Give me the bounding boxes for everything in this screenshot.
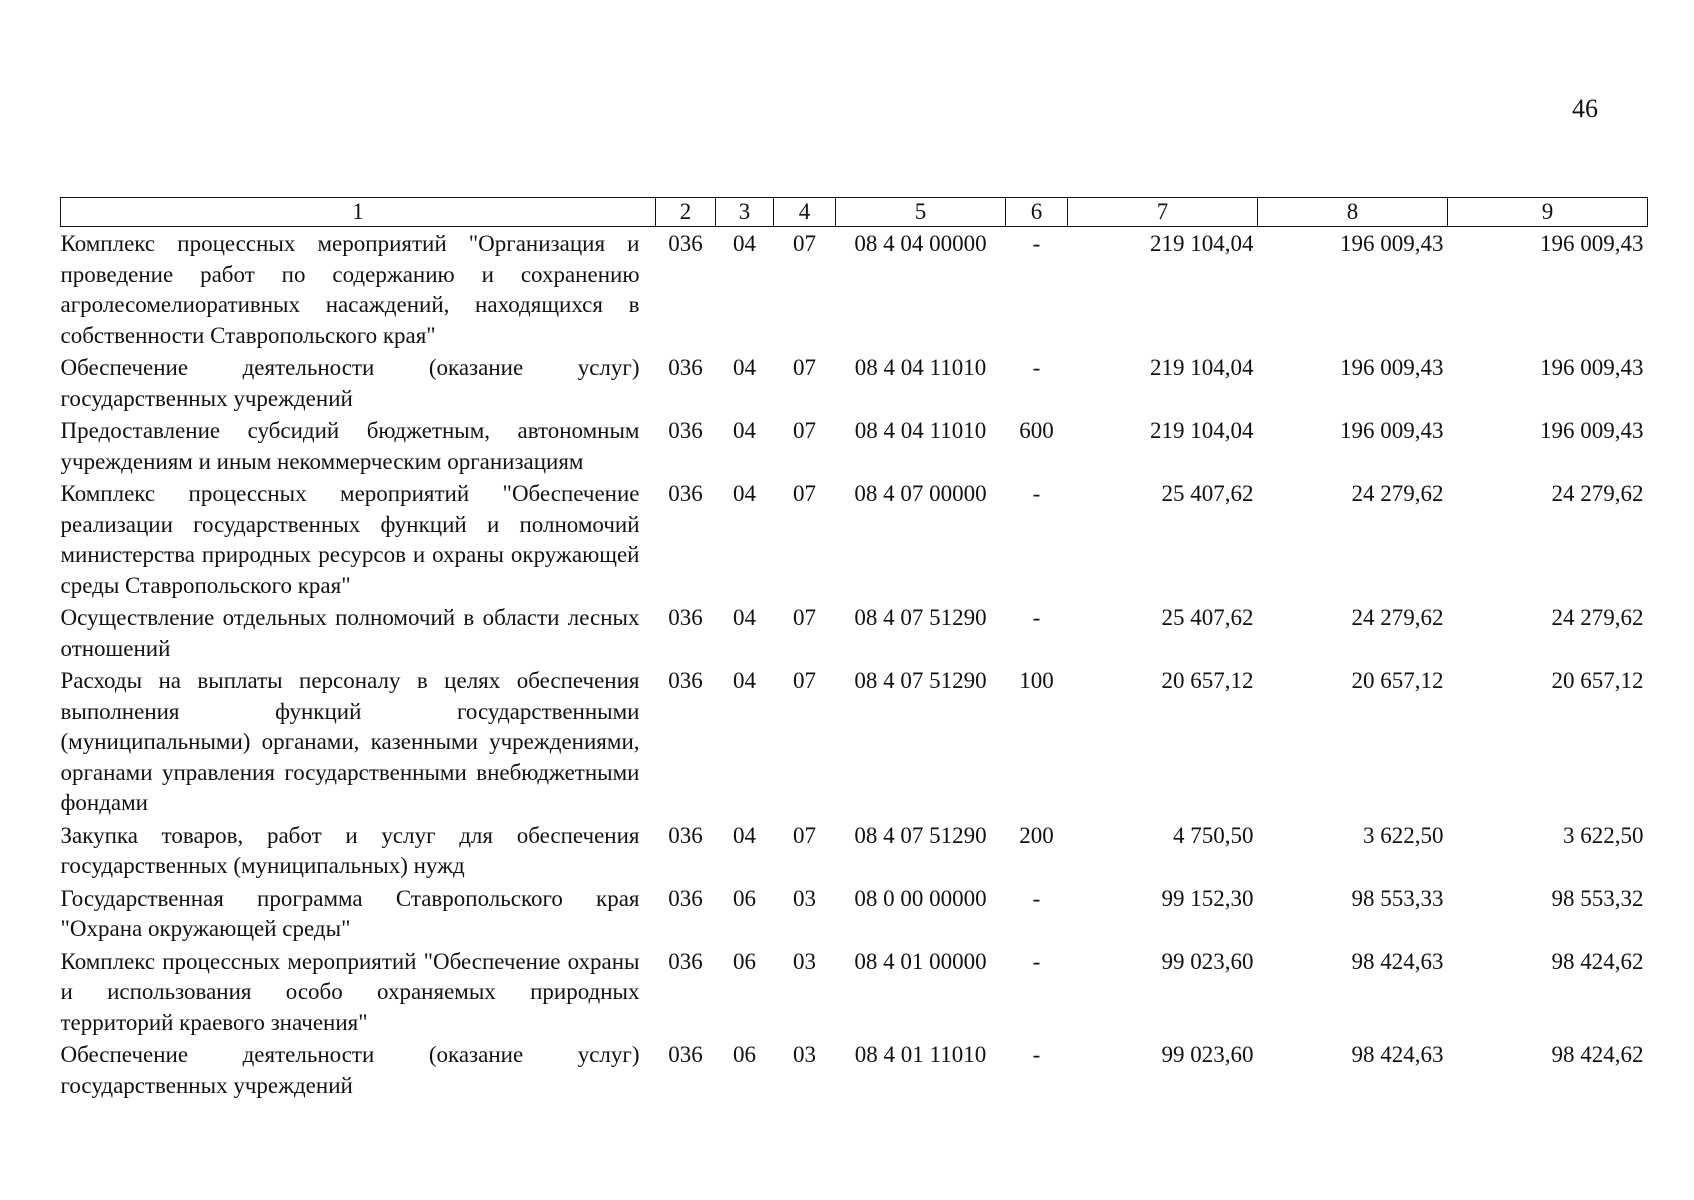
row-sum-7: 4 750,50: [1173, 822, 1254, 848]
page-number: 46: [1572, 94, 1598, 123]
row-name: Комплекс процессных мероприятий "Обеспечение охраны и использования особо охраняемых природных территорий краевого значения": [60, 948, 640, 1035]
table-row: [61, 414, 1648, 477]
row-sum-7: 20 657,12: [1161, 668, 1254, 693]
row-ved-code: 036: [668, 418, 703, 443]
row-name: Комплекс процессных мероприятий "Организация и проведение работ по содержанию и сохранению агролесомелиоративных насаждений, находящихся в собственности Ставропольского края": [60, 231, 640, 348]
column-header: 3: [716, 198, 774, 227]
row-sum-7: 219 104,04: [1150, 355, 1254, 380]
row-sum-9: 98 424,62: [1551, 948, 1644, 974]
row-subsection-code: 07: [793, 822, 816, 848]
row-expense-type: -: [1032, 481, 1041, 506]
row-section-code: 04: [733, 418, 756, 443]
table-row: [61, 945, 1648, 1039]
row-expense-type: -: [1032, 231, 1041, 256]
row-ved-code: 036: [668, 885, 703, 911]
column-header: 8: [1258, 198, 1448, 227]
row-sum-8: 196 009,43: [1340, 418, 1444, 443]
column-header: 6: [1006, 198, 1068, 227]
row-target-article: 08 4 01 11010: [854, 1042, 987, 1067]
row-sum-8: 3 622,50: [1363, 822, 1444, 848]
row-sum-9: 3 622,50: [1563, 822, 1644, 848]
row-expense-type: -: [1032, 1042, 1041, 1067]
row-expense-type: -: [1032, 948, 1041, 974]
row-subsection-code: 07: [793, 418, 816, 443]
row-ved-code: 036: [668, 605, 703, 630]
row-sum-7: 99 023,60: [1161, 1042, 1254, 1067]
column-header: 4: [774, 198, 836, 227]
row-sum-9: 20 657,12: [1551, 668, 1644, 693]
row-target-article: 08 4 04 11010: [854, 418, 987, 443]
row-sum-7: 99 023,60: [1161, 948, 1254, 974]
row-sum-9: 98 424,62: [1551, 1042, 1644, 1067]
row-name: Обеспечение деятельности (оказание услуг) государственных учреждений: [60, 355, 640, 411]
row-expense-type: 200: [1019, 822, 1054, 848]
row-subsection-code: 07: [793, 605, 816, 630]
row-sum-9: 196 009,43: [1540, 418, 1644, 443]
row-expense-type: 100: [1019, 668, 1054, 693]
row-subsection-code: 07: [793, 668, 816, 693]
row-section-code: 04: [733, 822, 756, 848]
row-ved-code: 036: [668, 1042, 703, 1067]
row-sum-8: 24 279,62: [1351, 605, 1444, 630]
row-ved-code: 036: [668, 355, 703, 380]
row-target-article: 08 4 07 00000: [854, 481, 987, 506]
row-sum-7: 99 152,30: [1161, 885, 1254, 911]
row-sum-8: 98 424,63: [1351, 1042, 1444, 1067]
row-sum-7: 25 407,62: [1161, 481, 1254, 506]
row-sum-8: 20 657,12: [1351, 668, 1444, 693]
row-expense-type: 600: [1019, 418, 1054, 443]
row-name: Закупка товаров, работ и услуг для обеспечения государственных (муниципальных) нужд: [60, 822, 640, 878]
row-section-code: 04: [733, 355, 756, 380]
table-row: [61, 477, 1648, 601]
row-subsection-code: 07: [793, 355, 816, 380]
row-sum-8: 196 009,43: [1340, 355, 1444, 380]
row-target-article: 08 0 00 00000: [854, 885, 987, 911]
row-name: Предоставление субсидий бюджетным, автономным учреждениям и иным некоммерческим организациям: [60, 418, 640, 474]
row-section-code: 04: [733, 605, 756, 630]
row-sum-8: 24 279,62: [1351, 481, 1444, 506]
table-row: [61, 227, 1648, 352]
row-sum-9: 98 553,32: [1551, 885, 1644, 911]
row-subsection-code: 03: [793, 1042, 816, 1067]
row-sum-9: 24 279,62: [1551, 481, 1644, 506]
row-expense-type: -: [1032, 885, 1041, 911]
row-section-code: 06: [733, 948, 756, 974]
row-subsection-code: 07: [793, 231, 816, 256]
column-header: 9: [1448, 198, 1648, 227]
row-target-article: 08 4 07 51290: [854, 605, 987, 630]
row-name: Обеспечение деятельности (оказание услуг) государственных учреждений: [60, 1042, 640, 1098]
row-sum-8: 196 009,43: [1340, 231, 1444, 256]
row-ved-code: 036: [668, 822, 703, 848]
row-name: Государственная программа Ставропольского края "Охрана окружающей среды": [60, 885, 640, 941]
row-section-code: 04: [733, 668, 756, 693]
row-target-article: 08 4 04 00000: [854, 231, 987, 256]
row-subsection-code: 07: [793, 481, 816, 506]
table-row: [61, 819, 1648, 882]
row-target-article: 08 4 01 00000: [854, 948, 987, 974]
row-ved-code: 036: [668, 481, 703, 506]
row-sum-8: 98 553,33: [1351, 885, 1444, 911]
row-sum-7: 219 104,04: [1150, 231, 1254, 256]
column-header: 2: [656, 198, 716, 227]
row-subsection-code: 03: [793, 948, 816, 974]
table-row: [61, 351, 1648, 414]
row-section-code: 06: [733, 885, 756, 911]
row-name: Осуществление отдельных полномочий в области лесных отношений: [60, 605, 640, 661]
table-row: [61, 882, 1648, 945]
row-sum-9: 196 009,43: [1540, 355, 1644, 380]
row-ved-code: 036: [668, 948, 703, 974]
row-section-code: 04: [733, 231, 756, 256]
row-sum-7: 219 104,04: [1150, 418, 1254, 443]
table-header-row: [61, 198, 1648, 227]
table-row: [61, 1038, 1648, 1101]
row-section-code: 06: [733, 1042, 756, 1067]
row-target-article: 08 4 04 11010: [854, 355, 987, 380]
row-target-article: 08 4 07 51290: [854, 822, 987, 848]
row-sum-7: 25 407,62: [1161, 605, 1254, 630]
row-name: Комплекс процессных мероприятий "Обеспечение реализации государственных функций и полномочий министерства природных ресурсов и охраны окружающей среды Ставропольского края": [60, 481, 640, 598]
row-subsection-code: 03: [793, 885, 816, 911]
row-expense-type: -: [1032, 605, 1041, 630]
budget-table: [60, 197, 1648, 1101]
row-sum-9: 196 009,43: [1540, 231, 1644, 256]
row-section-code: 04: [733, 481, 756, 506]
column-header: 1: [61, 198, 656, 227]
row-expense-type: -: [1032, 355, 1041, 380]
row-ved-code: 036: [668, 668, 703, 693]
table-row: [61, 601, 1648, 664]
table-row: [61, 664, 1648, 819]
row-sum-8: 98 424,63: [1351, 948, 1444, 974]
column-header: 7: [1068, 198, 1258, 227]
row-ved-code: 036: [668, 231, 703, 256]
column-header: 5: [836, 198, 1006, 227]
row-target-article: 08 4 07 51290: [854, 668, 987, 693]
row-name: Расходы на выплаты персоналу в целях обеспечения выполнения функций государственными (муниципальными) органами, казенными учреждениями, органами управления государственными внебюджетными фондами: [60, 668, 640, 815]
row-sum-9: 24 279,62: [1551, 605, 1644, 630]
